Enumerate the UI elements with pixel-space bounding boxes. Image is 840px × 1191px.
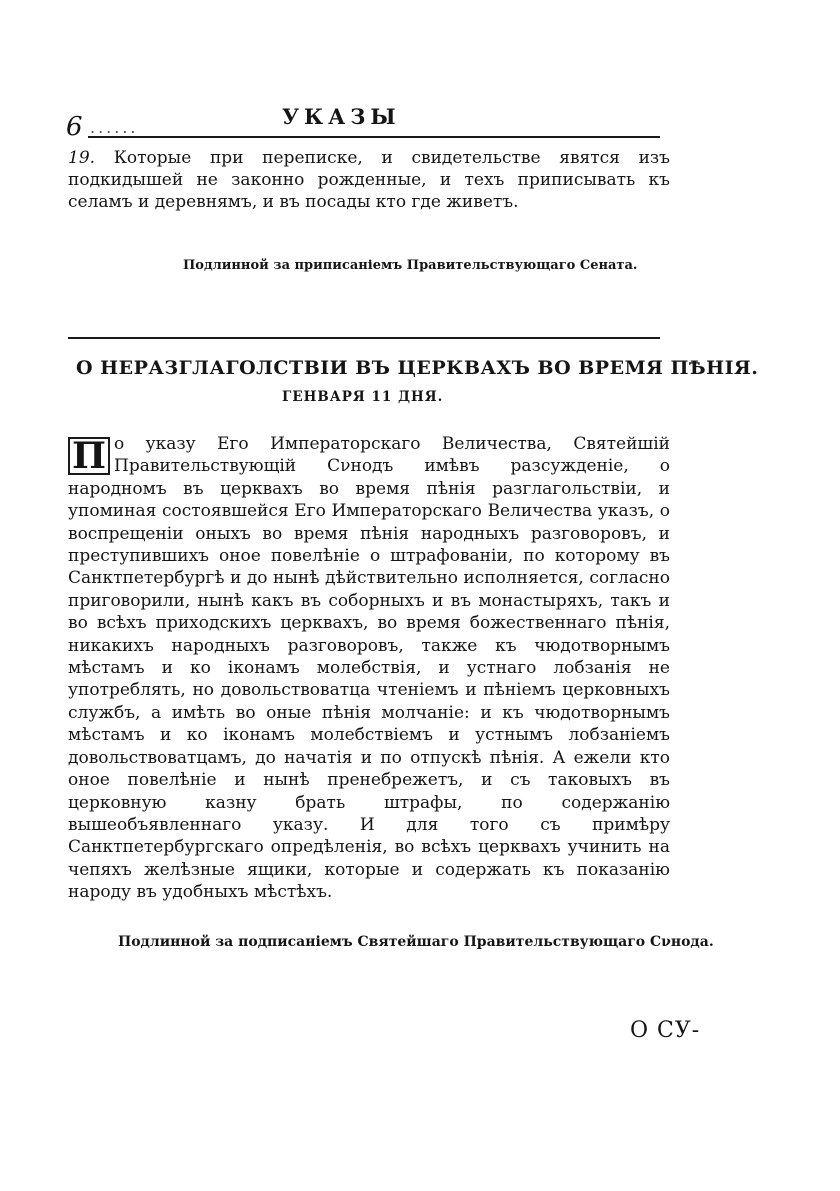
decree-date: ГЕНВАРЯ 11 ДНЯ.	[282, 389, 444, 405]
page-number: 6	[66, 112, 83, 142]
item-number: 19.	[68, 148, 96, 168]
decree-title: О НЕРАЗГЛАГОЛСТВІИ ВЪ ЦЕРКВАХЪ ВО ВРЕМЯ ПѢНІЯ.	[76, 357, 759, 379]
catchword: О СУ-	[630, 1018, 701, 1043]
item-19	[68, 147, 670, 213]
decree-text: о указу Его Императорскаго Величества, Святейшій Правительствующій Сνнодъ имѣвъ разсужденіе, о народномъ въ церквахъ во время пѣнія разглагольствіи, и упоминая состоявшейся Его Императорскаго Величества указъ, о воспрещеніи оныхъ во время пѣнія народныхъ разговоровъ, и преступившихъ оное повелѣніе о штрафованіи, по которому въ Санктпетербургѣ и до нынѣ дѣйствительно исполняется, согласно приговорили, нынѣ какъ въ соборныхъ и въ монастыряхъ, такъ и во всѣхъ приходскихъ церквахъ, во время божественнаго пѣнія, никакихъ народныхъ разговоровъ, также къ чюдотворнымъ мѣстамъ и ко іконамъ молебствія, и устнаго лобзанія не употреблять, но довольствоватца чтеніемъ и пѣніемъ церковныхъ службъ, а имѣть во оные пѣнія молчаніе: и къ чюдотворнымъ мѣстамъ и ко іконамъ молебствіемъ и устнымъ лобзаніемъ довольствоватцамъ, до начатія и по отпускѣ пѣнія. А ежели кто оное повелѣніе и нынѣ пренебрежетъ, и съ таковыхъ въ церковную казну брать штрафы, по содержанію вышеобъявленнаго указу. И для того съ примѣру Санктпетербургскаго опредѣленія, во всѣхъ церквахъ учинить на чепяхъ желѣзные ящики, которые и содержать къ показанію народу въ удобныхъ мѣстѣхъ.	[68, 434, 670, 903]
drop-cap: П	[68, 437, 110, 475]
page-number-leader: ......	[90, 118, 139, 137]
item-text: Которые при переписке, и свидетельстве явятся изъ подкидышей не законно рожденные, и техъ приписывать къ селамъ и деревнямъ, и въ посады кто где живетъ.	[68, 148, 671, 212]
header-rule	[88, 136, 660, 138]
synod-signature-note: Подлинной за подписаніемъ Святейшаго Правительствующаго Сνнода.	[118, 934, 714, 950]
senate-signature-note: Подлинной за приписаніемъ Правительствующаго Сената.	[183, 258, 638, 273]
section-divider	[68, 337, 660, 339]
running-title: УКАЗЫ	[282, 104, 401, 129]
decree-body	[68, 433, 670, 904]
